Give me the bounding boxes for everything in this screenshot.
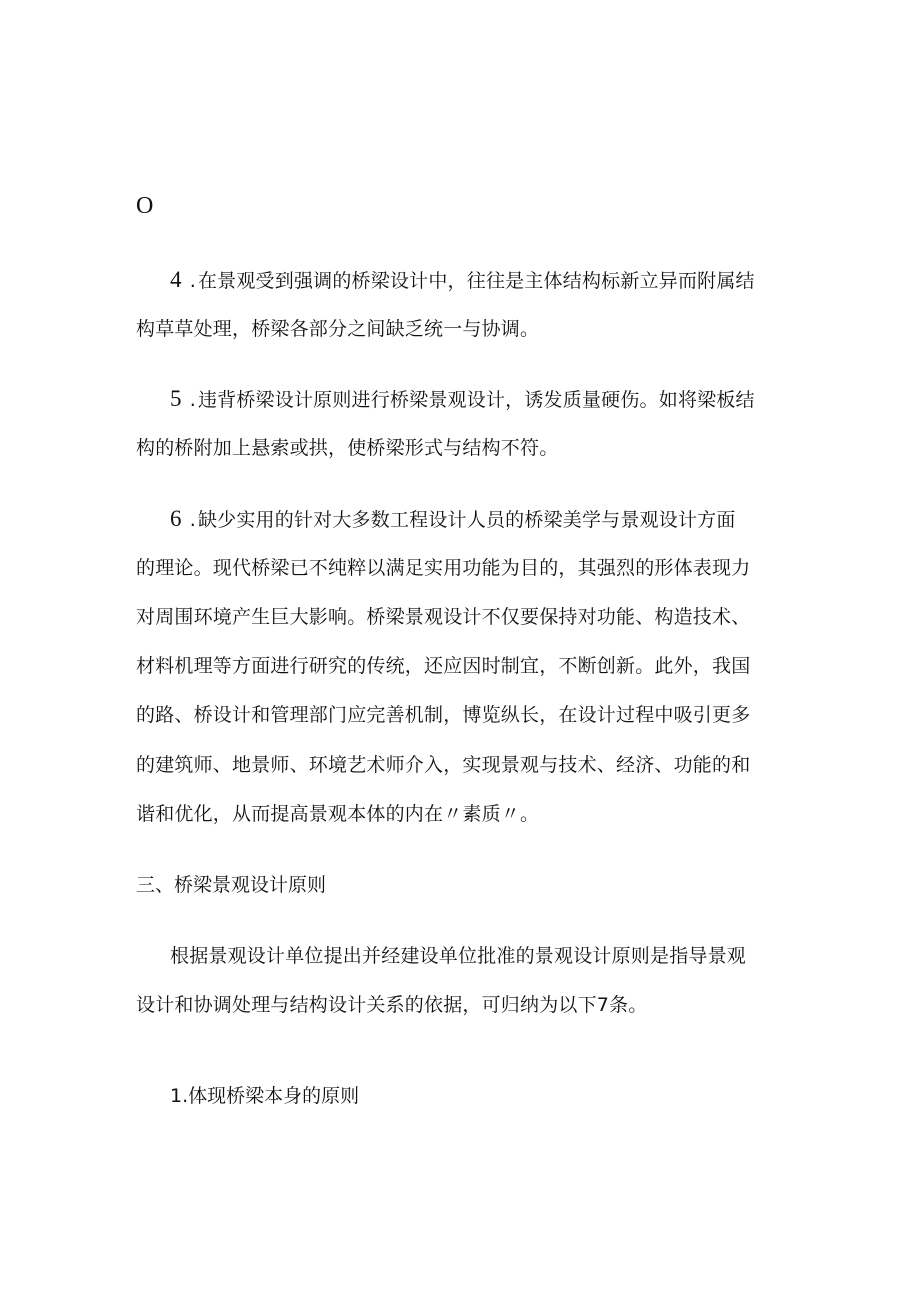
intro-line-2: 设计和协调处理与结构设计关系的依据，可归纳为以下7条。 [136,994,648,1016]
item-text: 在景观受到强调的桥梁设计中，往往是主体结构标新立异而附属结 [197,270,755,292]
item-4-line-2: 构草草处理，桥梁各部分之间缺乏统一与协调。 [136,318,540,340]
item-6-line-1 [170,506,736,533]
item-6-line-5: 的路、桥设计和管理部门应完善机制，博览纵长，在设计过程中吸引更多 [136,704,751,726]
item-6-line-3: 对周围环境产生巨大影响。桥梁景观设计不仅要保持对功能、构造技术、 [136,606,751,628]
item-number: 5 [170,386,182,411]
item-6-line-7: 谐和优化，从而提高景观本体的内在〃素质〃。 [136,803,540,825]
item-6-line-2: 的理论。现代桥梁已不纯粹以满足实用功能为目的，其强烈的形体表现力 [136,557,751,579]
item-dot: . [189,509,196,531]
item-text: 缺少实用的针对大多数工程设计人员的桥梁美学与景观设计方面 [197,509,736,531]
section-heading: 三、桥梁景观设计原则 [136,874,327,896]
item-dot: . [189,270,196,292]
intro-line-1: 根据景观设计单位提出并经建设单位批准的景观设计原则是指导景观 [170,945,747,967]
item-5-line-2: 构的桥附加上悬索或拱，使桥梁形式与结构不符。 [136,437,559,459]
item-5-line-1 [170,386,755,413]
item-6-line-6: 的建筑师、地景师、环境艺术师介入，实现景观与技术、经济、功能的和 [136,754,751,776]
item-dot: . [189,389,196,411]
item-6-line-4: 材料机理等方面进行研究的传统，还应因时制宜，不断创新。此外，我国 [136,655,751,677]
item-text: 违背桥梁设计原则进行桥梁景观设计，诱发质量硬伤。如将梁板结 [197,389,755,411]
item-number: 6 [170,506,182,531]
item-number: 4 [170,267,182,292]
item-4-line-1 [170,267,755,294]
sub-heading: 1.体现桥梁本身的原则 [170,1085,360,1107]
fragment-marker: O [136,193,154,219]
